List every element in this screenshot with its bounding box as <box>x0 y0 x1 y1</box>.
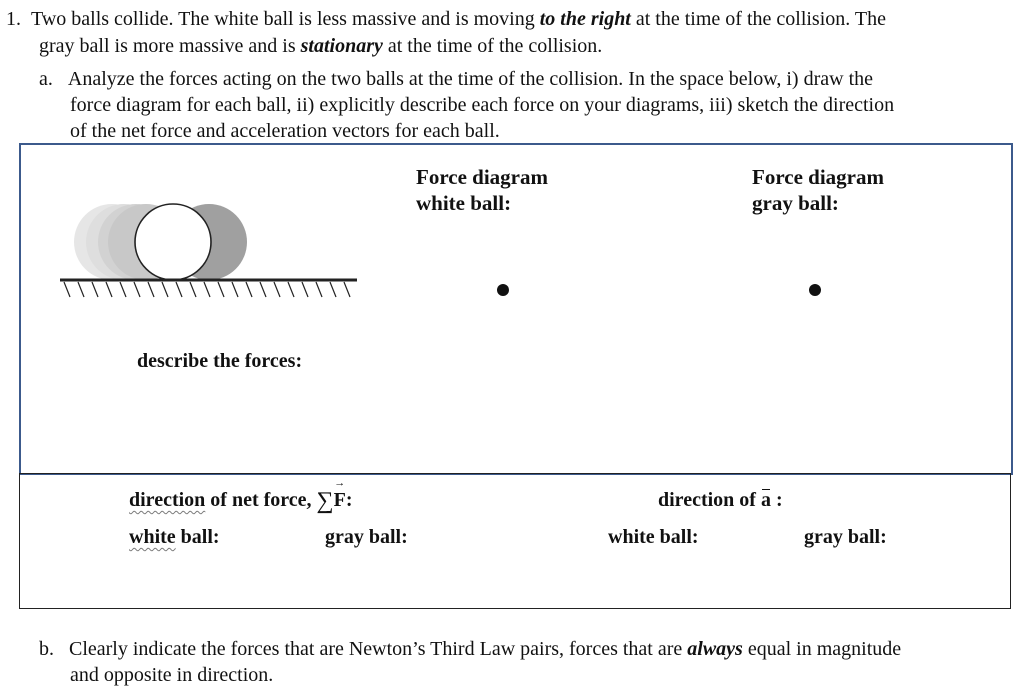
net-force-text: of net force, <box>205 489 317 511</box>
question-1-line-2 <box>39 33 602 59</box>
q1-emphasis-stationary: stationary <box>300 35 383 57</box>
net-force-direction-word: direction <box>129 489 206 511</box>
part-a-line-3: of the net force and acceleration vectors for each ball. <box>70 120 500 142</box>
white-ball-point-dot[interactable] <box>497 284 509 296</box>
net-force-colon: : <box>345 489 353 511</box>
part-b-line-1 <box>39 636 901 662</box>
fd-white-title-line-1: Force diagram <box>416 165 548 189</box>
question-number: 1. <box>6 8 21 30</box>
part-b-text-b: equal in magnitude <box>742 638 902 660</box>
part-a-line-2: force diagram for each ball, ii) explicitly describe each force on your diagrams, iii) sketch the direction <box>70 94 895 116</box>
accel-label-text: direction of <box>658 489 761 511</box>
force-diagram-gray-title <box>752 164 884 216</box>
net-force-direction-label <box>129 477 353 514</box>
acceleration-vector-symbol <box>761 487 771 513</box>
white-ball-acceleration-label[interactable]: white ball: <box>608 526 699 548</box>
part-b-line-2: and opposite in direction. <box>70 664 274 686</box>
accel-colon: : <box>775 489 783 511</box>
part-b-letter: b. <box>39 638 54 660</box>
sigma-symbol: ∑ <box>316 488 334 514</box>
part-b-text-a: Clearly indicate the forces that are Newton’s Third Law pairs, forces that are <box>69 638 688 660</box>
acceleration-direction-label <box>658 487 783 513</box>
q1-text-a: Two balls collide. The white ball is less massive and is moving <box>31 8 540 30</box>
fd-gray-title-line-2: gray ball: <box>752 191 839 215</box>
ground-hatching <box>64 282 350 297</box>
gray-ball-acceleration-label[interactable]: gray ball: <box>804 526 887 548</box>
fd-gray-title-line-1: Force diagram <box>752 165 884 189</box>
q1-text-b: at the time of the collision. The <box>630 8 887 30</box>
force-diagram-white-title <box>416 164 548 216</box>
q1-line2-text-b: at the time of the collision. <box>382 35 603 57</box>
white-word: white <box>129 526 176 548</box>
describe-forces-label: describe the forces: <box>137 350 303 372</box>
gray-ball-point-dot[interactable] <box>809 284 821 296</box>
part-a-text-1: Analyze the forces acting on the two balls at the time of the collision. In the space below, i) draw the <box>67 68 873 90</box>
q1-line2-text-a: gray ball is more massive and is <box>39 35 301 57</box>
part-a-letter: a. <box>39 68 53 90</box>
gray-ball-net-force-label[interactable]: gray ball: <box>325 526 408 548</box>
colliding-balls-illustration <box>52 196 362 300</box>
force-letter: F <box>333 489 346 511</box>
fd-white-title-line-2: white ball: <box>416 191 512 215</box>
white-ball-net-force-label[interactable] <box>129 524 220 550</box>
part-b-emphasis-always: always <box>687 638 743 660</box>
white-ball-rest: ball: <box>175 526 220 548</box>
part-a-line-1 <box>39 66 873 92</box>
force-vector-symbol: → F <box>333 477 346 511</box>
white-ball <box>135 204 211 280</box>
question-1-line-1 <box>6 6 886 32</box>
q1-emphasis-right: to the right <box>539 8 631 30</box>
accel-letter: a <box>760 489 771 511</box>
